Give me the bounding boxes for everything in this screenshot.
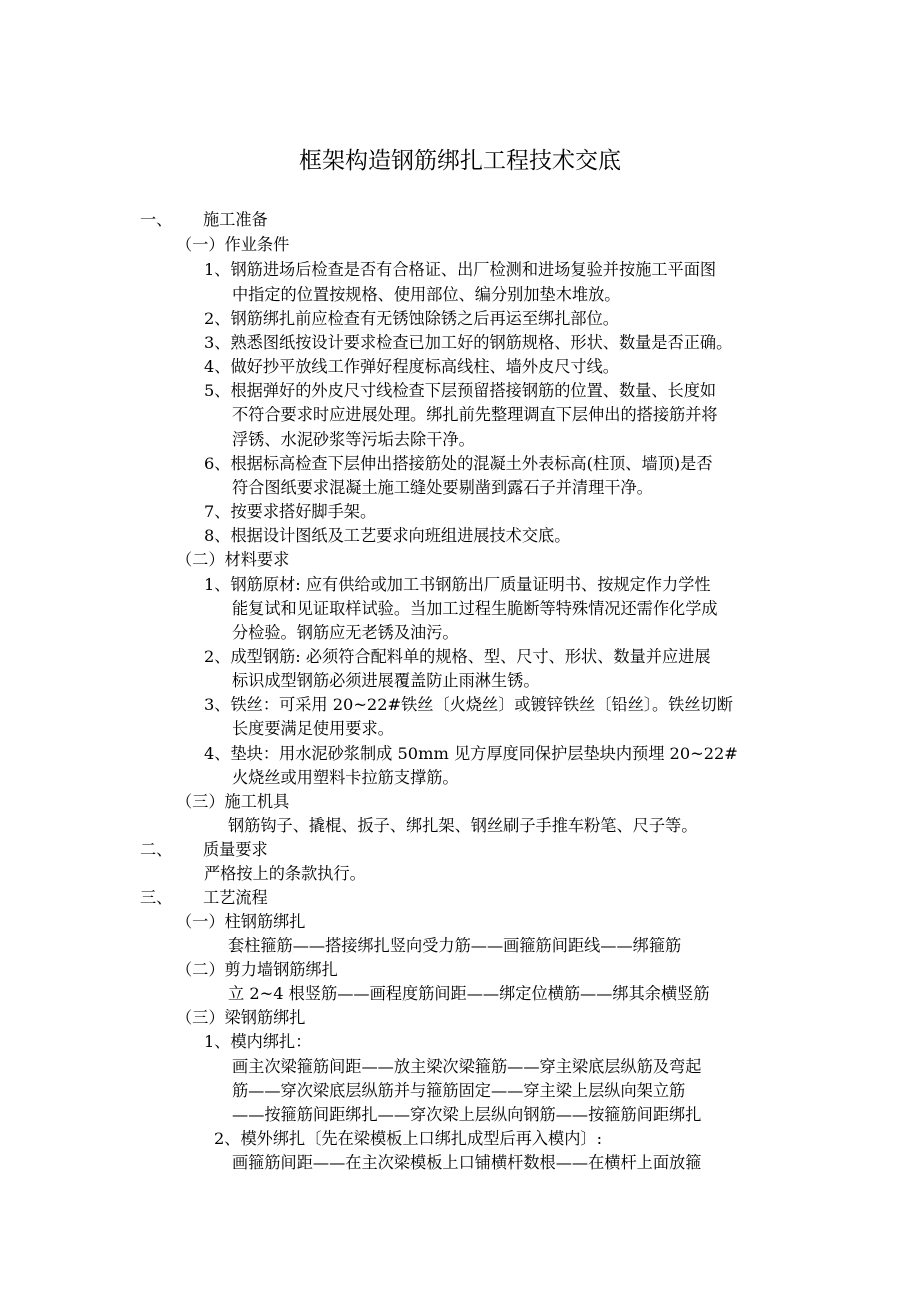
beam-item-1-label: 1、模内绑扎： [204,1032,312,1051]
beam-item-2-line-1: 画箍筋间距——在主次梁模板上口铺横杆数根——在横杆上面放箍 [232,1153,702,1172]
section-1-heading: 施工准备 [203,210,268,229]
column-rebar-flow: 套柱箍筋——搭接绑扎竖向受力筋——画箍筋间距线——绑箍筋 [228,936,682,955]
beam-item-1-line-2: 筋——穿次梁底层纵筋并与箍筋固定——穿主梁上层纵向架立筋 [232,1081,686,1100]
section-3-number: 三、 [140,888,173,907]
subsection-1-3-heading: （三）施工机具 [176,792,290,811]
tools-text: 钢筋钩子、撬棍、扳子、绑扎架、钢丝刷子手推车粉笔、尺子等。 [228,816,698,835]
section-2-heading: 质量要求 [203,840,268,859]
subsection-3-2-heading: （二）剪力墙钢筋绑扎 [176,960,338,979]
material-item-4-line-1: 4、垫块：用水泥砂浆制成 50mm 见方厚度同保护层垫块内预埋 20~22# [204,744,738,763]
subsection-3-1-heading: （一）柱钢筋绑扎 [176,912,306,931]
section-2-number: 二、 [140,840,173,859]
material-item-4-line-2: 火烧丝或用塑料卡拉筋支撑筋。 [232,768,459,787]
section-3-heading: 工艺流程 [203,888,268,907]
condition-item-2: 2、钢筋绑扎前应检查有无锈蚀除锈之后再运至绑扎部位。 [204,309,619,328]
condition-item-8: 8、根据设计图纸及工艺要求向班组进展技术交底。 [204,526,571,545]
material-item-2-line-2: 标识成型钢筋必须进展覆盖防止雨淋生锈。 [232,671,540,690]
material-item-3-line-2: 长度要满足使用要求。 [232,719,394,738]
subsection-1-1-heading: （一）作业条件 [176,235,290,254]
condition-item-6-line-1: 6、根据标高检查下层伸出搭接筋处的混凝土外表标高(柱顶、墙顶)是否 [204,454,713,473]
quality-text: 严格按上的条款执行。 [204,864,366,883]
beam-item-1-line-1: 画主次梁箍筋间距——放主梁次梁箍筋——穿主梁底层纵筋及弯起 [232,1057,702,1076]
subsection-1-2-heading: （二）材料要求 [176,550,290,569]
condition-item-5-line-3: 浮锈、水泥砂浆等污垢去除干净。 [232,430,475,449]
section-1-number: 一、 [140,210,173,229]
condition-item-3: 3、熟悉图纸按设计要求检查已加工好的钢筋规格、形状、数量是否正确。 [204,333,733,352]
condition-item-7: 7、按要求搭好脚手架。 [204,502,377,521]
condition-item-5-line-1: 5、根据弹好的外皮尺寸线检查下层预留搭接钢筋的位置、数量、长度如 [204,381,717,400]
condition-item-4: 4、做好抄平放线工作弹好程度标高线柱、墙外皮尺寸线。 [204,357,619,376]
material-item-3-line-1: 3、铁丝：可采用 20~22#铁丝〔火烧丝〕或镀锌铁丝〔铅丝〕。铁丝切断 [204,695,733,714]
material-item-1-line-3: 分检验。钢筋应无老锈及油污。 [232,623,459,642]
material-item-1-line-2: 能复试和见证取样试验。当加工过程生脆断等特殊情况还需作化学成 [232,599,718,618]
condition-item-1-line-1: 1、钢筋进场后检查是否有合格证、出厂检测和进场复验并按施工平面图 [204,260,717,279]
shear-wall-rebar-flow: 立 2~4 根竖筋——画程度筋间距——绑定位横筋——绑其余横竖筋 [228,984,710,1003]
condition-item-6-line-2: 符合图纸要求混凝土施工缝处要剔凿到露石子并清理干净。 [232,478,653,497]
material-item-2-line-1: 2、成型钢筋: 必须符合配料单的规格、型、尺寸、形状、数量并应进展 [204,647,711,666]
beam-item-2-label: 2、模外绑扎〔先在梁模板上口绑扎成型后再入模内〕: [214,1129,603,1148]
condition-item-1-line-2: 中指定的位置按规格、使用部位、编分别加垫木堆放。 [232,285,621,304]
material-item-1-line-1: 1、钢筋原材: 应有供给或加工书钢筋出厂质量证明书、按规定作力学性 [204,575,711,594]
subsection-3-3-heading: （三）梁钢筋绑扎 [176,1008,306,1027]
condition-item-5-line-2: 不符合要求时应进展处理。绑扎前先整理调直下层伸出的搭接筋并将 [232,405,718,424]
beam-item-1-line-3: ——按箍筋间距绑扎——穿次梁上层纵向钢筋——按箍筋间距绑扎 [232,1105,702,1124]
document-title: 框架构造钢筋绑扎工程技术交底 [299,148,621,174]
